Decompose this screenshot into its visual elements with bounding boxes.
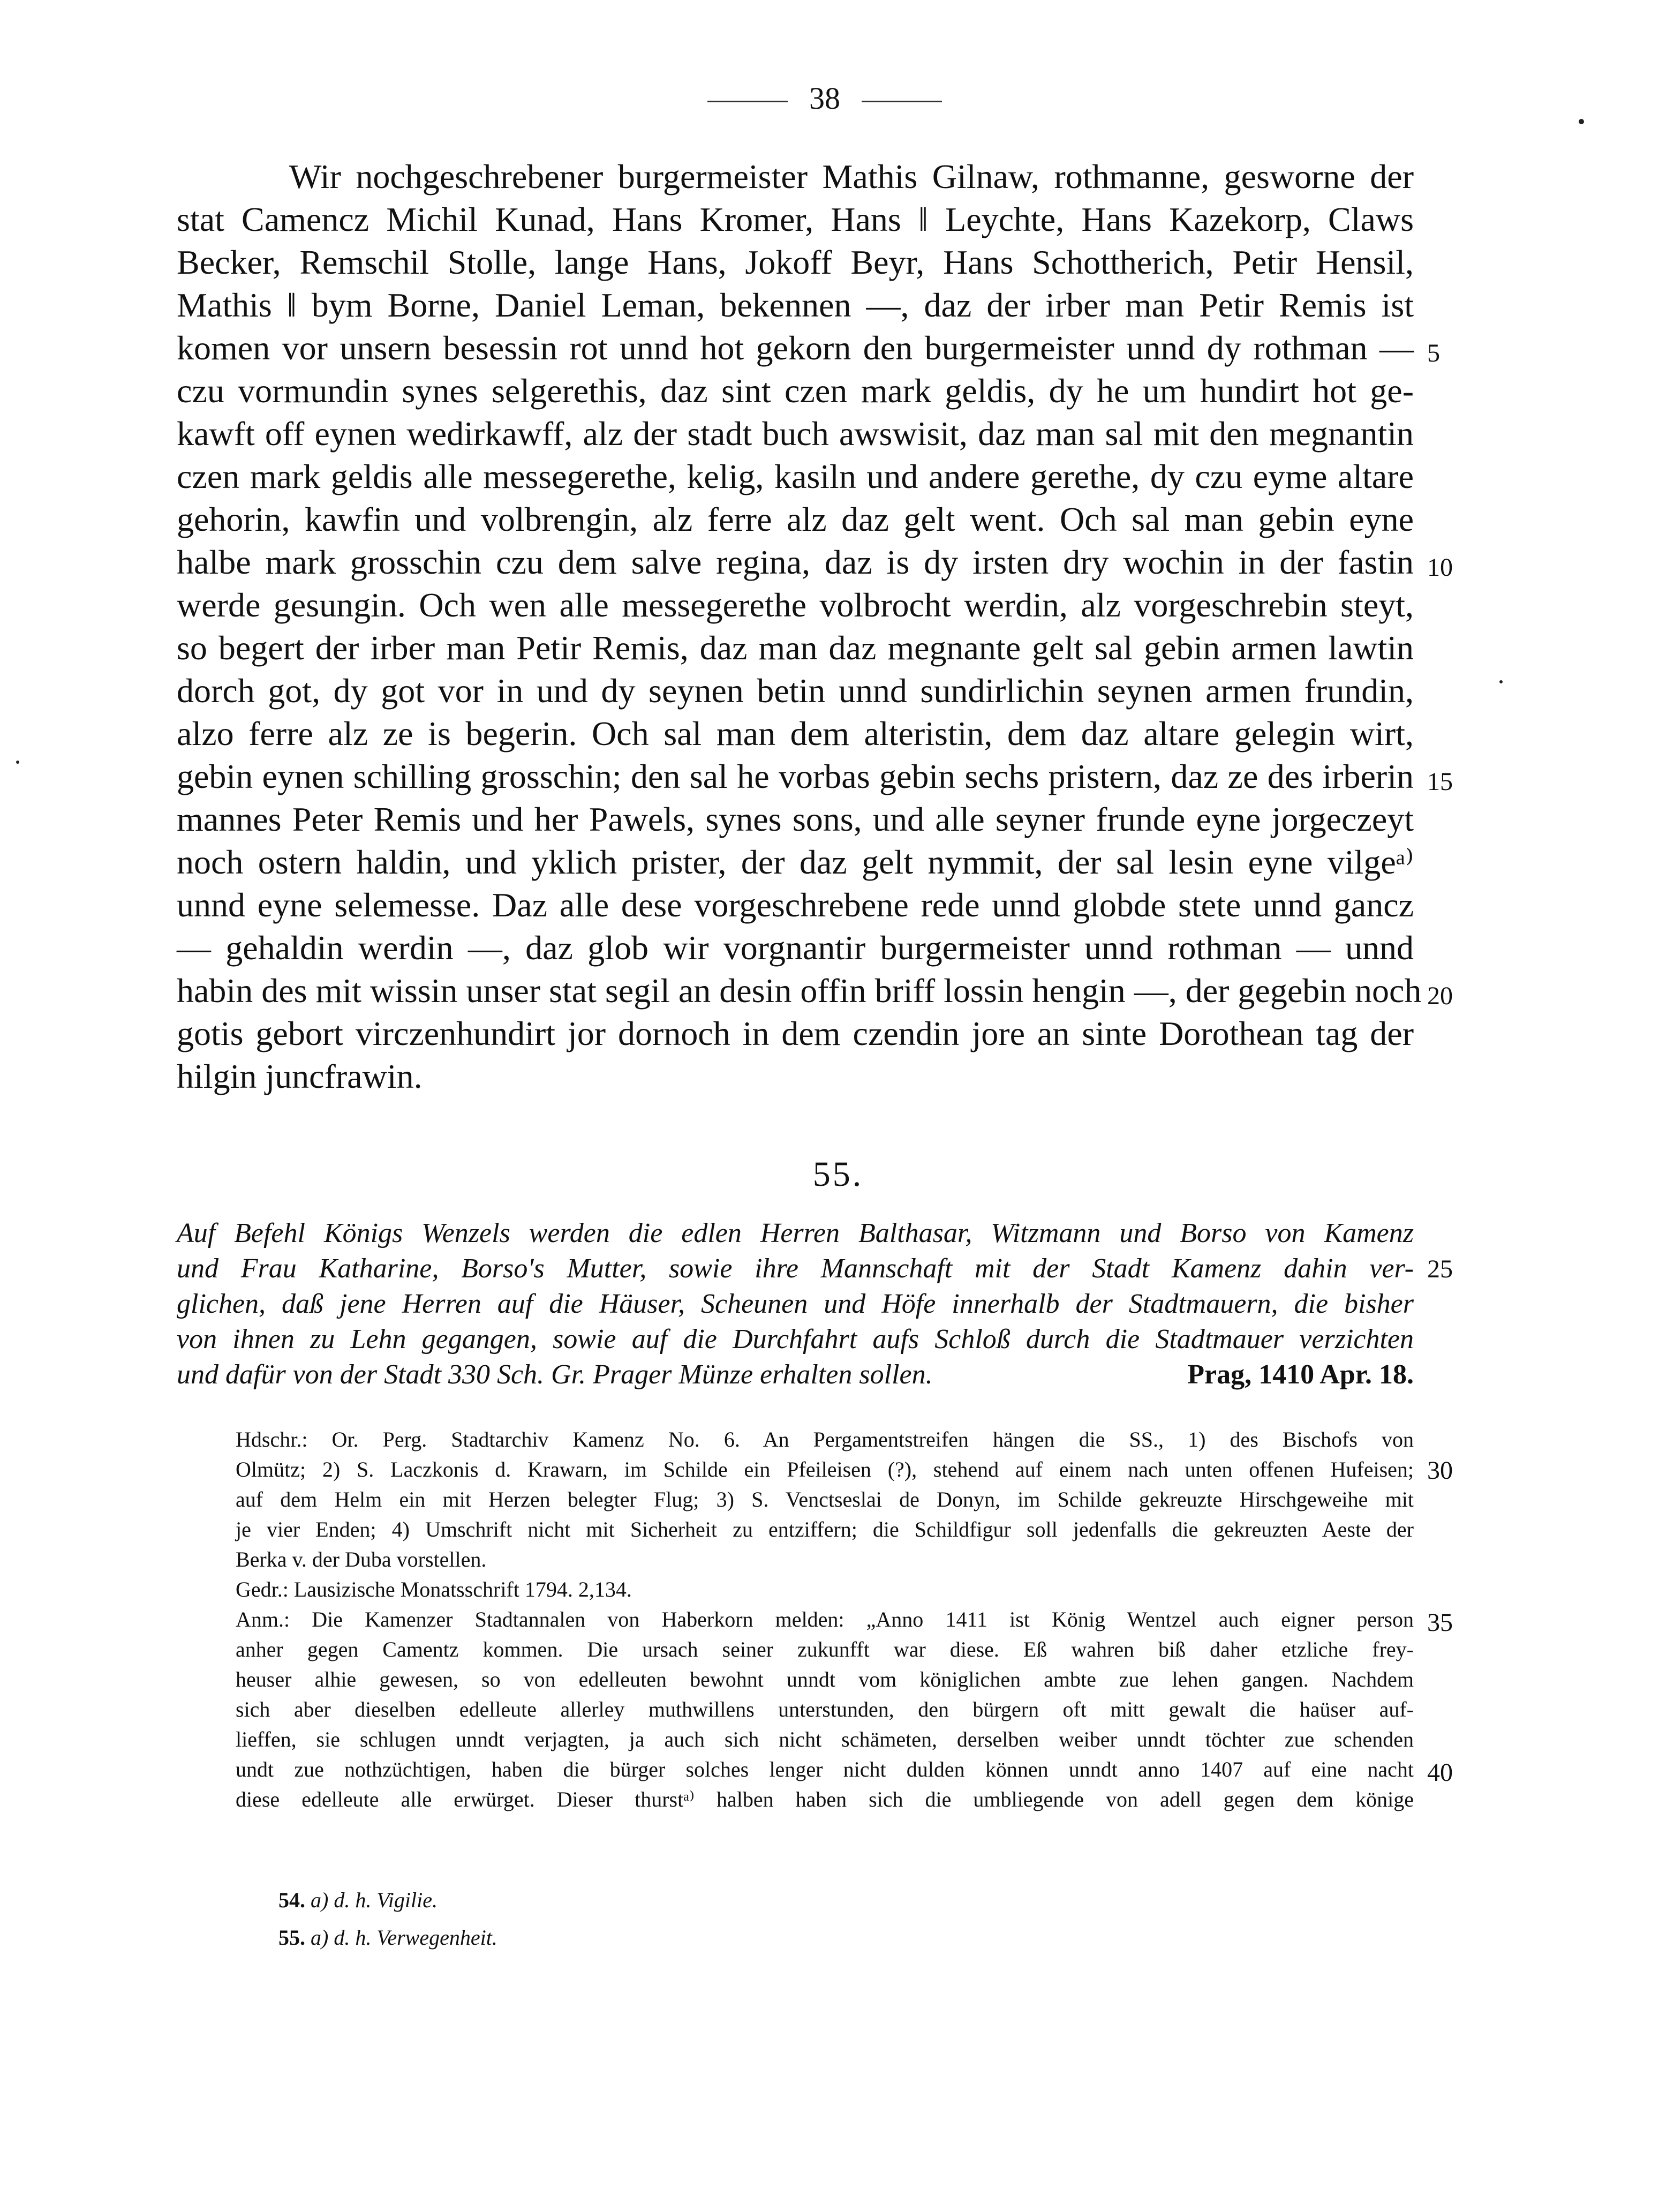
- scan-speck: [1579, 119, 1584, 124]
- text-line: kawft off eynen wedirkawff, alz der stadt buch awswisit, daz man sal mit den megnantin: [177, 415, 1414, 453]
- text-line: mannes Peter Remis und her Pawels, synes sons, und alle seyner frunde eyne jorgeczeyt: [177, 800, 1414, 838]
- text-line: gebin eynen schilling grosschin; den sal he vorbas gebin sechs pristern, daz ze des irberin: [177, 757, 1414, 795]
- text-line: alzo ferre alz ze is begerin. Och sal man dem alteristin, dem daz altare gelegin wirt,: [177, 714, 1414, 753]
- regest-line: von ihnen zu Lehn gegangen, sowie auf die Durchfahrt aufs Schloß durch die Stadtmauer verzichten: [177, 1324, 1414, 1355]
- text-line: unnd eyne selemesse. Daz alle dese vorgeschrebene rede unnd globde stete unnd gancz: [177, 886, 1414, 924]
- regest-line: Auf Befehl Königs Wenzels werden die edlen Herren Balthasar, Witzmann und Borso von Kamenz: [177, 1218, 1414, 1248]
- line-number: 5: [1427, 339, 1440, 367]
- apparatus-line: Gedr.: Lausizische Monatsschrift 1794. 2,134.: [236, 1577, 632, 1601]
- apparatus-line: undt zue nothzüchtigen, haben die bürger solches lenger nicht dulden können unndt anno 1407 auf eine nacht: [236, 1757, 1414, 1781]
- text-line: czen mark geldis alle messegerethe, kelig, kasiln und andere gerethe, dy czu eyme altare: [177, 457, 1414, 495]
- text-line: werde gesungin. Och wen alle messegerethe volbrocht werdin, alz vorgeschrebin steyt,: [177, 586, 1414, 624]
- footnote-number: 55.: [278, 1925, 305, 1950]
- apparatus-line: lieffen, sie schlugen unndt verjagten, ja auch sich nicht schämeten, derselben weiber unndt töchter zue schenden: [236, 1727, 1414, 1751]
- footnote-number: 54.: [278, 1888, 305, 1912]
- apparatus-line: auf dem Helm ein mit Herzen belegter Flug; 3) S. Venctseslai de Donyn, im Schilde gekreuzte Hirschgeweihe mit: [236, 1487, 1414, 1511]
- apparatus-line: Hdschr.: Or. Perg. Stadtarchiv Kamenz No. 6. An Pergamentstreifen hängen die SS., 1) des Bischofs von: [236, 1427, 1414, 1451]
- apparatus-line: anher gegen Camentz kommen. Die ursach seiner zukunfft war diese. Eß wahren biß daher etzliche frey-: [236, 1637, 1414, 1661]
- line-number: 25: [1427, 1255, 1453, 1283]
- scan-speck: [1499, 680, 1503, 683]
- page-number-text: 38: [809, 81, 840, 116]
- regest-last-line: [177, 1357, 1414, 1393]
- regest-line: glichen, daß jene Herren auf die Häuser, Scheunen und Höfe innerhalb der Stadtmauern, die bisher: [177, 1289, 1414, 1319]
- line-number: 40: [1427, 1758, 1453, 1787]
- text-line: stat Camencz Michil Kunad, Hans Kromer, Hans ‖ Leychte, Hans Kazekorp, Claws: [177, 200, 1414, 238]
- apparatus-line: Anm.: Die Kamenzer Stadtannalen von Haberkorn melden: „Anno 1411 ist König Wentzel auch eigner person: [236, 1607, 1414, 1631]
- footnote-text: a) d. h. Verwegenheit.: [311, 1925, 497, 1950]
- text-line: habin des mit wissin unser stat segil an desin offin briff lossin hengin —, der gegebin noch: [177, 972, 1422, 1010]
- footnote: [278, 1923, 497, 1953]
- text-line: Becker, Remschil Stolle, lange Hans, Jokoff Beyr, Hans Schottherich, Petir Hensil,: [177, 243, 1414, 281]
- apparatus-line: diese edelleute alle erwürget. Dieser thurstᵃ⁾ halben haben sich die umbliegende von adell gegen dem könige: [236, 1787, 1414, 1811]
- scan-speck: [16, 761, 19, 764]
- page-number: [664, 80, 985, 116]
- apparatus-line: heuser alhie gewesen, so von edelleuten bewohnt unndt vom königlichen ambte zue lehen gangen. Nachdem: [236, 1667, 1414, 1691]
- line-number: 20: [1427, 982, 1453, 1010]
- regest-date: Prag, 1410 Apr. 18.: [1187, 1359, 1414, 1390]
- apparatus-line: Olmütz; 2) S. Laczkonis d. Krawarn, im Schilde ein Pfeileisen (?), stehend auf einem nach unten offenen Hufeisen;: [236, 1457, 1414, 1481]
- text-line: so begert der irber man Petir Remis, daz man daz megnante gelt sal gebin armen lawtin: [177, 629, 1414, 667]
- text-line: gehorin, kawfin und volbrengin, alz ferre alz daz gelt went. Och sal man gebin eyne: [177, 500, 1414, 538]
- footnote-text: a) d. h. Vigilie.: [311, 1888, 438, 1912]
- text-line: Wir nochgeschrebener burgermeister Mathis Gilnaw, rothmanne, gesworne der: [289, 157, 1414, 195]
- apparatus-line: sich aber dieselben edelleute allerley muthwillens unterstunden, den bürgern oft mitt gewalt die haüser auf-: [236, 1697, 1414, 1721]
- apparatus-line: Berka v. der Duba vorstellen.: [236, 1547, 487, 1571]
- line-number: 30: [1427, 1456, 1453, 1485]
- text-line: czu vormundin synes selgerethis, daz sint czen mark geldis, dy he um hundirt hot ge-: [177, 372, 1414, 410]
- text-line: noch ostern haldin, und yklich prister, der daz gelt nymmit, der sal lesin eyne vilgeᵃ⁾: [177, 843, 1414, 881]
- line-number: 35: [1427, 1608, 1453, 1637]
- text-line: halbe mark grosschin czu dem salve regina, daz is dy irsten dry wochin in der fastin: [177, 543, 1414, 581]
- text-line: — gehaldin werdin —, daz glob wir vorgnantir burgermeister unnd rothman — unnd: [177, 929, 1414, 967]
- apparatus-line: je vier Enden; 4) Umschrift nicht mit Sicherheit zu entziffern; die Schildfigur soll jedenfalls die gekreuzten Aeste der: [236, 1517, 1414, 1541]
- text-line: komen vor unsern besessin rot unnd hot gekorn den burgermeister unnd dy rothman —: [177, 329, 1414, 367]
- decorative-dash-right: [862, 101, 942, 102]
- text-line: hilgin juncfrawin.: [177, 1057, 423, 1095]
- text-line: gotis gebort virczenhundirt jor dornoch in dem czendin jore an sinte Dorothean tag der: [177, 1014, 1414, 1052]
- line-number: 10: [1427, 553, 1453, 582]
- regest-line: und Frau Katharine, Borso's Mutter, sowie ihre Mannschaft mit der Stadt Kamenz dahin ver-: [177, 1253, 1414, 1284]
- text-line: dorch got, dy got vor in und dy seynen betin unnd sundirlichin seynen armen frundin,: [177, 672, 1414, 710]
- text-line: Mathis ‖ bym Borne, Daniel Leman, bekennen —, daz der irber man Petir Remis ist: [177, 286, 1414, 324]
- line-number: 15: [1427, 768, 1453, 796]
- regest-line: und dafür von der Stadt 330 Sch. Gr. Prager Münze erhalten sollen.: [177, 1359, 933, 1390]
- decorative-dash-left: [707, 101, 788, 102]
- footnote: [278, 1885, 438, 1915]
- document-number: 55.: [812, 1155, 864, 1194]
